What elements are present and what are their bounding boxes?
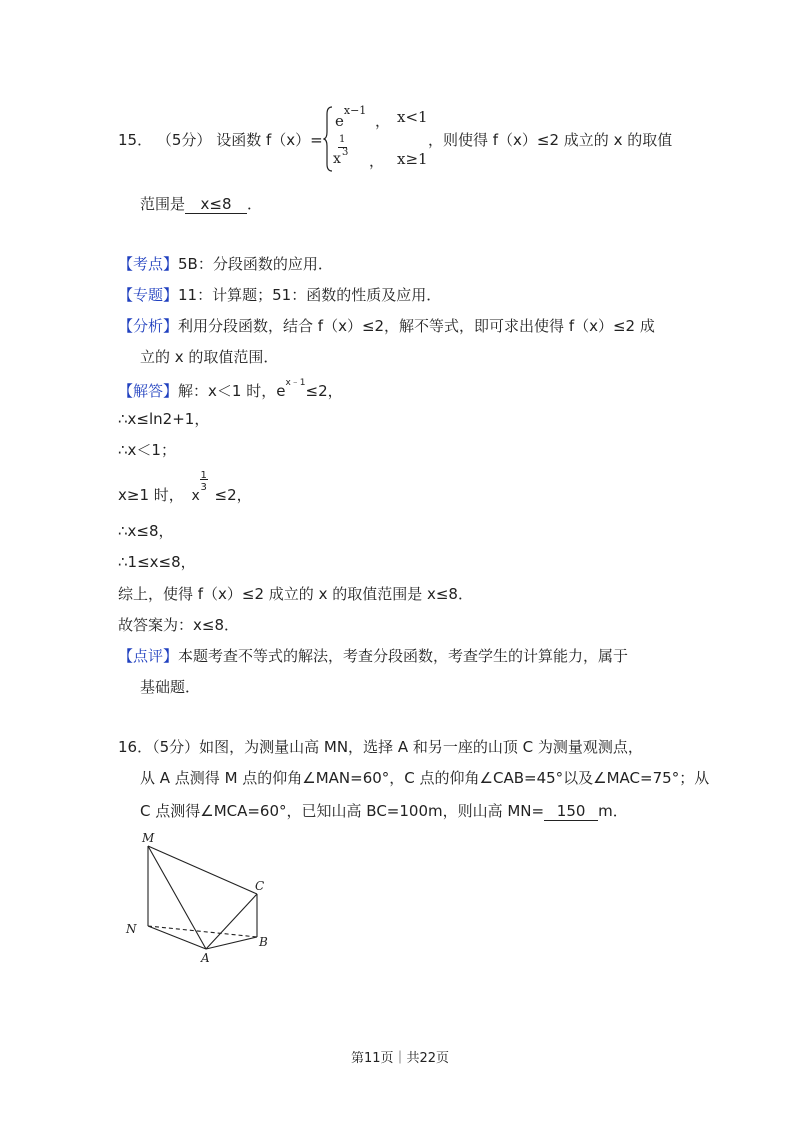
q15-step-8: 故答案为：x≤8． (118, 616, 239, 634)
q16-line2: 从 A 点测得 M 点的仰角∠MAN=60°，C 点的仰角∠CAB=45°以及∠MAC=75°；从 (140, 769, 710, 787)
q15-case1-sep: ， (375, 112, 391, 130)
q15-jieda-1: 【解答】解：x＜1 时，$e^{x﹣1}\le 2$， (118, 378, 343, 400)
fenxi-tag: 【分析】 (118, 317, 179, 335)
q15-step-3: ∴x＜1； (118, 441, 176, 459)
q15-dianping-1: 【点评】本题考查不等式的解法，考查分段函数，考查学生的计算能力，属于 (118, 647, 629, 665)
q15-number: 15． (118, 131, 153, 149)
q15-fenxi-2: 立的 x 的取值范围． (140, 348, 279, 366)
q15-step-4: x≥1 时， 1 3 x ≤2， (118, 470, 252, 504)
q16-line1: 16．（5分）如图，为测量山高 MN，选择 A 和另一座的山顶 C 为测量观测点， (118, 738, 643, 756)
q15-answer-blank: x≤8 (185, 195, 247, 214)
x-power-one-third: 1 3 x (191, 470, 207, 504)
kaodian-tag: 【考点】 (118, 255, 179, 273)
q15-step-5: ∴x≤8， (118, 522, 174, 540)
q15-dianping-2: 基础题． (140, 678, 201, 696)
segment-NB-dashed (148, 926, 257, 937)
segment-AC (206, 894, 257, 949)
q15-case1: $e^{x-1}$ (335, 104, 367, 130)
label-B: B (259, 935, 268, 949)
q15-case1-cond: x<1 (397, 108, 428, 126)
q16-answer-blank: 150 (544, 802, 598, 821)
q15-case2-cond: x≥1 (397, 150, 428, 168)
q15-zhuanti: 【专题】11：计算题；51：函数的性质及应用． (118, 286, 442, 304)
segment-MA (148, 846, 206, 949)
q15-line2: 范围是 x≤8 ． (140, 195, 263, 213)
q15-case2-sep: ， (369, 152, 385, 170)
q16-line3: C 点测得∠MCA=60°，已知山高 BC=100m，则山高 MN= 150 m． (140, 802, 628, 820)
segment-MC (148, 846, 257, 894)
q15-step-7: 综上，使得 f（x）≤2 成立的 x 的取值范围是 x≤8． (118, 585, 473, 603)
label-M: M (142, 831, 155, 845)
q15-score: （5分） (156, 131, 212, 149)
q15-fenxi-1: 【分析】利用分段函数，结合 f（x）≤2，解不等式，即可求出使得 f（x）≤2 成 (118, 317, 655, 335)
label-C: C (255, 879, 265, 893)
segment-AB (206, 937, 257, 949)
q15-case2: 1 x 3 (333, 134, 349, 167)
piecewise-brace (323, 106, 333, 172)
q15-stem-after: ，则使得 f（x）≤2 成立的 x 的取值 (428, 131, 673, 149)
label-N: N (126, 922, 137, 936)
dianping-tag: 【点评】 (118, 647, 179, 665)
mountain-figure (118, 826, 288, 966)
q15-step-2: ∴x≤ln2+1， (118, 410, 210, 428)
page-footer: 第11页｜共22页 (350, 1051, 450, 1066)
zhuanti-tag: 【专题】 (118, 286, 179, 304)
q15-kaodian: 【考点】5B：分段函数的应用． (118, 255, 333, 273)
q15-stem-before: 设函数 f（x）= (216, 131, 323, 149)
q15-step-6: ∴1≤x≤8， (118, 553, 196, 571)
label-A: A (201, 951, 210, 965)
jieda-tag: 【解答】 (118, 382, 179, 400)
q15-line1 (118, 130, 323, 150)
